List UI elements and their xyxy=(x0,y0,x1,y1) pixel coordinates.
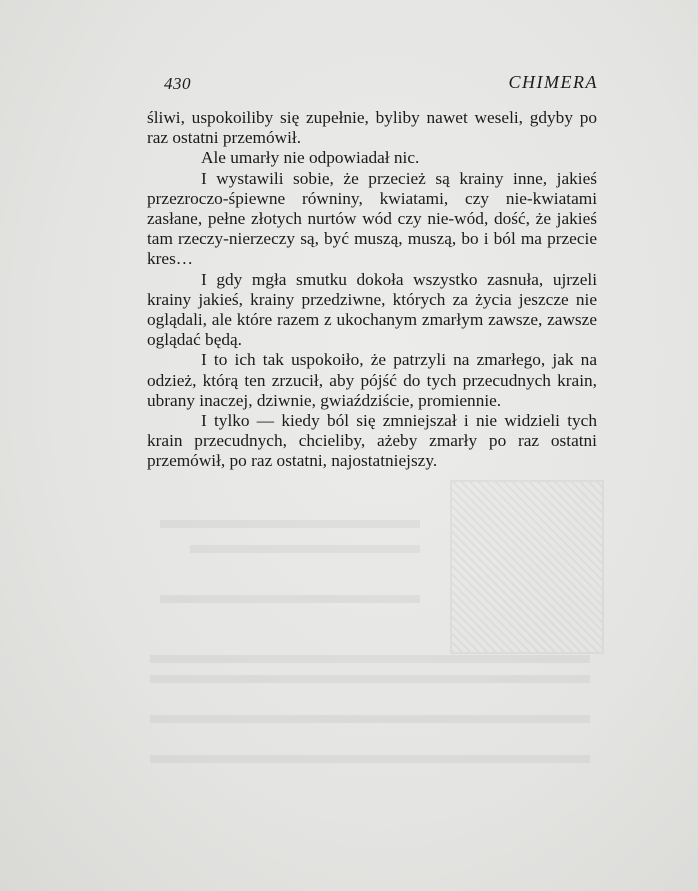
paragraph: I tylko — kiedy ból się zmniejszał i nie widzieli tych krain przecudnych, chcieliby, ażeby zmarły po raz ostatni przemówił, po raz ostatni, najostatniejszy. xyxy=(147,411,597,471)
bleed-through-illustration xyxy=(150,480,600,780)
body-text xyxy=(147,108,597,472)
paragraph: Ale umarły nie odpowiadał nic. xyxy=(201,148,420,168)
page-number: 430 xyxy=(164,74,191,93)
paragraph: I wystawili sobie, że przecież są krainy inne, jakieś przezroczo-śpiewne równiny, kwiatami, czy nie-kwiatami zasłane, pełne złotych nurtów wód czy nie-wód, dość, że jakieś tam rzeczy-nierzeczy są, być muszą, muszą, bo i ból ma przecie kres… xyxy=(147,168,597,269)
paragraph: śliwi, uspokoiliby się zupełnie, byliby nawet weseli, gdyby po raz ostatni przemówił. xyxy=(147,108,597,148)
bleed-through-plate xyxy=(450,480,604,654)
running-title: CHIMERA xyxy=(508,72,598,92)
page-header xyxy=(164,68,598,98)
paragraph: I gdy mgła smutku dokoła wszystko zasnuła, ujrzeli krainy jakieś, krainy przedziwne, których za życia jeszcze nie oglądali, ale które razem z ukochanym zmarłym zawsze, zawsze oglądać będą. xyxy=(147,269,597,350)
paragraph: I to ich tak uspokoiło, że patrzyli na zmarłego, jak na odzież, którą ten zrzucił, aby pójść do tych przecudnych krain, ubrany inaczej, dziwnie, gwiaździście, promiennie. xyxy=(147,350,597,410)
